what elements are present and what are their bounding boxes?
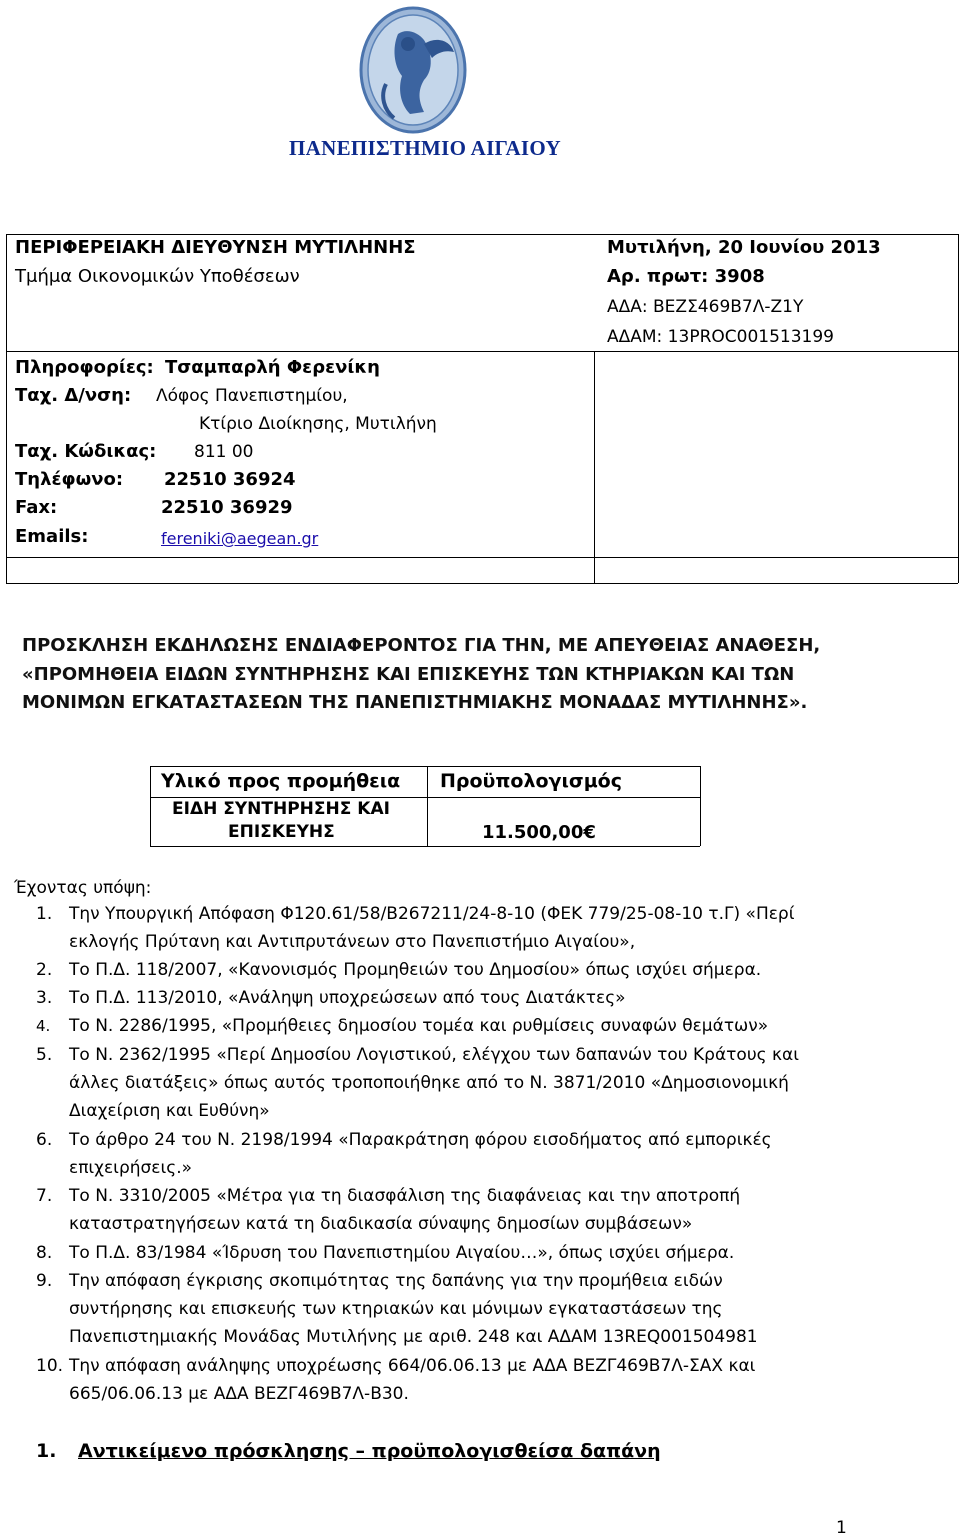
budget-col-amount: Προϋπολογισμός	[440, 770, 622, 792]
list-item-text: εκλογής Πρύτανη και Αντιπρυτάνεων στο Πανεπιστήμιο Αιγαίου»,	[69, 932, 636, 952]
list-item-text: 665/06.06.13 με ΑΔΑ ΒΕΖΓ469Β7Λ-Β30.	[69, 1384, 409, 1404]
euro-symbol: €	[583, 822, 596, 843]
list-item-text: Το άρθρο 24 του Ν. 2198/1994 «Παρακράτηση φόρου εισοδήματος από εμπορικές	[69, 1130, 772, 1150]
considering-label: Έχοντας υπόψη:	[14, 878, 152, 898]
postcode-value: 811 00	[194, 442, 254, 462]
list-item-text: καταστρατηγήσεων κατά τη διαδικασία σύναψης δημοσίων συμβάσεων»	[69, 1214, 693, 1234]
budget-item-line2: ΕΠΙΣΚΕΥΗΣ	[228, 822, 335, 842]
university-name: ΠΑΝΕΠΙΣΤΗΜΙΟ ΑΙΓΑΙΟΥ	[289, 136, 561, 160]
info-label: Πληροφορίες:	[15, 357, 154, 378]
list-item-text: Πανεπιστημιακής Μονάδας Μυτιλήνης με αριθ. 248 και ΑΔΑΜ 13REQ001504981	[69, 1327, 758, 1347]
ada-code: ΑΔΑ: ΒΕΖΣ469Β7Λ-Ζ1Υ	[607, 297, 804, 317]
university-seal-icon	[358, 4, 468, 134]
budget-item-line1: ΕΙΔΗ ΣΥΝΤΗΡΗΣΗΣ ΚΑΙ	[172, 799, 390, 819]
list-item-number: 8.	[36, 1243, 53, 1263]
adam-code: ΑΔΑΜ: 13PROC001513199	[607, 327, 834, 347]
list-item-text: Το Ν. 2286/1995, «Προμήθειες δημοσίου τομέα και ρυθμίσεις συναφών θεμάτων»	[69, 1016, 769, 1036]
list-item-number: 9.	[36, 1271, 53, 1291]
list-item-number: 2.	[36, 960, 53, 980]
info-value: Τσαμπαρλή Φερενίκη	[165, 357, 380, 378]
list-item-number: 6.	[36, 1130, 53, 1150]
budget-item-amount	[482, 822, 596, 843]
list-item-number: 4.	[36, 1017, 51, 1035]
list-item-text: Το Π.Δ. 113/2010, «Ανάληψη υποχρεώσεων από τους Διατάκτες»	[69, 988, 626, 1008]
list-item-number: 7.	[36, 1186, 53, 1206]
list-item-text: Την απόφαση ανάληψης υποχρέωσης 664/06.06.13 με ΑΔΑ ΒΕΖΓ469Β7Λ-ΣΑΧ και	[69, 1356, 756, 1376]
list-item-text: Το Ν. 2362/1995 «Περί Δημοσίου Λογιστικού, ελέγχου των δαπανών του Κράτους και	[69, 1045, 800, 1065]
page-number: 1	[836, 1518, 847, 1538]
list-item-number: 10.	[36, 1356, 64, 1376]
section-title: Αντικείμενο πρόσκλησης – προϋπολογισθείσα δαπάνη	[78, 1440, 661, 1462]
list-item-text: άλλες διατάξεις» όπως αυτός τροποποιήθηκε από το Ν. 3871/2010 «Δημοσιονομική	[69, 1073, 789, 1093]
invitation-title-line-2: «ΠΡΟΜΗΘΕΙΑ ΕΙΔΩΝ ΣΥΝΤΗΡΗΣΗΣ ΚΑΙ ΕΠΙΣΚΕΥΗΣ ΤΩΝ ΚΤΗΡΙΑΚΩΝ ΚΑΙ ΤΩΝ	[22, 664, 795, 685]
list-item-text: Το Π.Δ. 83/1984 «Ίδρυση του Πανεπιστημίου Αιγαίου…», όπως ισχύει σήμερα.	[69, 1243, 735, 1263]
address-label: Ταχ. Δ/νση:	[15, 385, 132, 406]
address-line2: Κτίριο Διοίκησης, Μυτιλήνη	[199, 414, 437, 434]
list-item-text: Διαχείριση και Ευθύνη»	[69, 1101, 270, 1121]
invitation-title-line-3: ΜΟΝΙΜΩΝ ΕΓΚΑΤΑΣΤΑΣΕΩΝ ΤΗΣ ΠΑΝΕΠΙΣΤΗΜΙΑΚΗΣ ΜΟΝΑΔΑΣ ΜΥΤΙΛΗΝΗΣ».	[22, 692, 808, 713]
fax-label: Fax:	[15, 497, 58, 518]
list-item-number: 1.	[36, 904, 53, 924]
list-item-text: Την Υπουργική Απόφαση Φ120.61/58/Β267211/24-8-10 (ΦΕΚ 779/25-08-10 τ.Γ) «Περί	[69, 904, 795, 924]
budget-amount-value: 11.500,00	[482, 822, 584, 843]
invitation-title-line-1: ΠΡΟΣΚΛΗΣΗ ΕΚΔΗΛΩΣΗΣ ΕΝΔΙΑΦΕΡΟΝΤΟΣ ΓΙΑ ΤΗΝ, ΜΕ ΑΠΕΥΘΕΙΑΣ ΑΝΑΘΕΣΗ,	[22, 635, 821, 656]
list-item-text: συντήρησης και επισκευής των κτηριακών και μόνιμων εγκαταστάσεων της	[69, 1299, 723, 1319]
section-number: 1.	[36, 1440, 57, 1462]
directorate: ΠΕΡΙΦΕΡΕΙΑΚΗ ΔΙΕΥΘΥΝΣΗ ΜΥΤΙΛΗΝΗΣ	[15, 237, 416, 258]
protocol-number: Αρ. πρωτ: 3908	[607, 266, 765, 287]
letter-date: Μυτιλήνη, 20 Ιουνίου 2013	[607, 237, 881, 258]
email-link[interactable]: fereniki@aegean.gr	[161, 529, 319, 548]
list-item-text: Το Π.Δ. 118/2007, «Κανονισμός Προμηθειών του Δημοσίου» όπως ισχύει σήμερα.	[69, 960, 762, 980]
budget-col-material: Υλικό προς προμήθεια	[161, 770, 401, 792]
list-item-text: Την απόφαση έγκρισης σκοπιμότητας της δαπάνης για την προμήθεια ειδών	[69, 1271, 723, 1291]
phone-value: 22510 36924	[164, 469, 296, 490]
department: Τμήμα Οικονομικών Υποθέσεων	[15, 266, 300, 287]
phone-label: Τηλέφωνο:	[15, 469, 124, 490]
list-item-text: Το Ν. 3310/2005 «Μέτρα για τη διασφάλιση της διαφάνειας και την αποτροπή	[69, 1186, 741, 1206]
list-item-number: 3.	[36, 988, 53, 1008]
email-label: Emails:	[15, 526, 89, 547]
list-item-number: 5.	[36, 1045, 53, 1065]
address-line1: Λόφος Πανεπιστημίου,	[156, 386, 348, 406]
postcode-label: Ταχ. Κώδικας:	[15, 441, 157, 462]
list-item-text: επιχειρήσεις.»	[69, 1158, 193, 1178]
fax-value: 22510 36929	[161, 497, 293, 518]
